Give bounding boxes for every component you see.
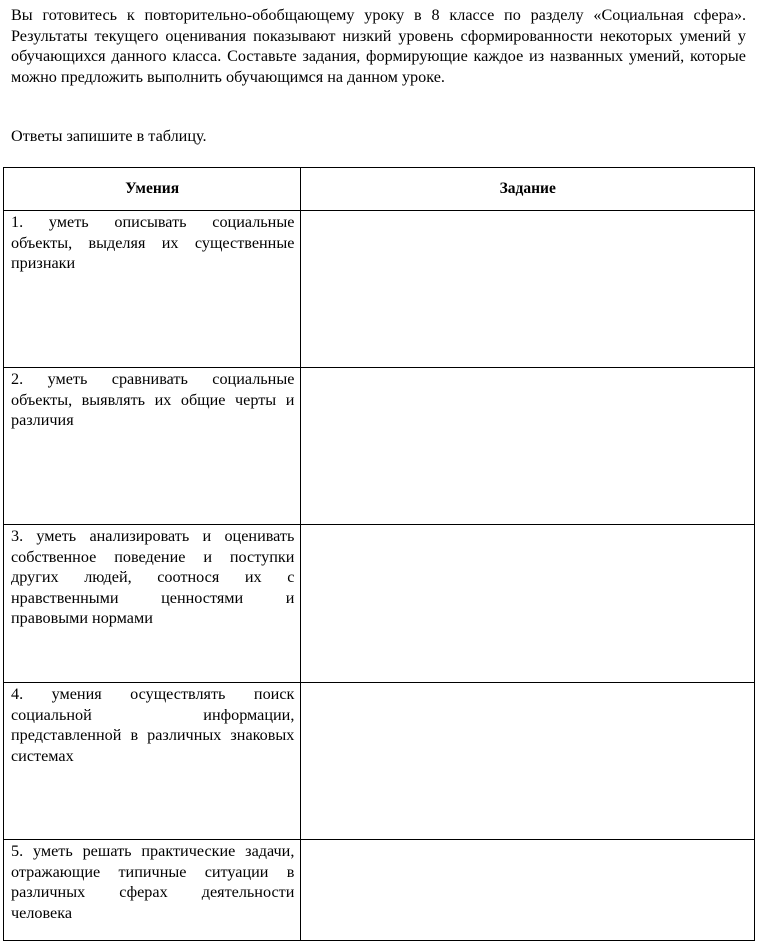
task-cell[interactable] <box>301 211 755 368</box>
skill-text: 2. уметь сравнивать социальные объекты, выявлять их общие черты и различия <box>11 370 295 429</box>
skill-text: 4. умения осуществлять поиск социальной информации, представленной в различных знаковых системах <box>11 685 295 765</box>
table-row <box>4 840 755 941</box>
header-task: Задание <box>301 168 755 211</box>
task-cell[interactable] <box>301 840 755 941</box>
task-cell[interactable] <box>301 368 755 525</box>
skill-cell <box>4 840 301 941</box>
table-header-row <box>4 168 755 211</box>
table-row <box>4 211 755 368</box>
answer-table <box>3 167 755 941</box>
table-row <box>4 368 755 525</box>
header-skills: Умения <box>4 168 301 211</box>
table-row <box>4 683 755 840</box>
skill-text: 3. уметь анализировать и оценивать собственное поведение и поступки других людей, соотнося их с нравственными ценностями и правовыми нормами <box>11 527 295 627</box>
task-cell[interactable] <box>301 525 755 683</box>
skill-cell <box>4 211 301 368</box>
skill-cell <box>4 368 301 525</box>
skill-cell <box>4 683 301 840</box>
task-cell[interactable] <box>301 683 755 840</box>
instruction-text: Ответы запишите в таблицу. <box>11 127 207 145</box>
table-row <box>4 525 755 683</box>
skill-cell <box>4 525 301 683</box>
skill-text: 5. уметь решать практические задачи, отражающие типичные ситуации в различных сферах деятельности человека <box>11 842 295 922</box>
intro-paragraph: Вы готовитесь к повторительно-обобщающему уроку в 8 классе по разделу «Социальная сфера». Результаты текущего оценивания показывают низкий уровень сформированности некоторых умений у обучающихся данного класса. Составьте задания, формирующие каждое из названных умений, которые можно предложить выполнить обучающимся на данном уроке. <box>11 6 746 86</box>
skill-text: 1. уметь описывать социальные объекты, выделяя их существенные признаки <box>11 213 295 272</box>
